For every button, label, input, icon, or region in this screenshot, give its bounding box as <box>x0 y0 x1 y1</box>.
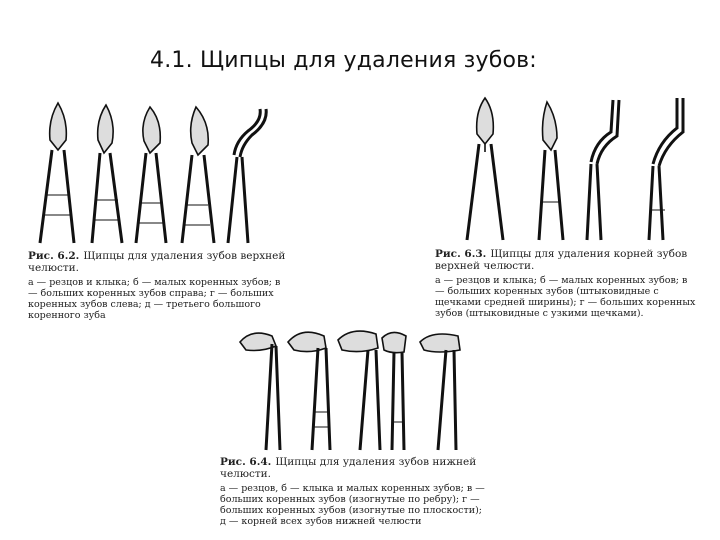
figure-caption-text: а — резцов и клыка; б — малых коренных зубов; в — больших коренных зубов (штыковидные с щечками средней ширины); г — больших коренных зубов (штыковидные с узкими щечками). <box>435 275 696 319</box>
figure-number: Рис. 6.2. <box>28 250 80 262</box>
forceps-v-molars-right <box>136 107 166 243</box>
figure-caption-title: Щипцы для удаления зубов верхней челюсти. <box>28 250 286 274</box>
forceps-figure-upper-teeth <box>28 95 278 245</box>
forceps-v-lower-molars-edge <box>338 331 380 450</box>
slide-title: 4.1. Щипцы для удаления зубов: <box>150 48 537 73</box>
forceps-b-root-premolars <box>539 102 563 240</box>
forceps-b-lower-premolars <box>288 332 330 450</box>
forceps-figure-lower-teeth <box>232 322 472 452</box>
forceps-b-premolars <box>92 105 122 243</box>
figure-caption <box>220 456 485 527</box>
forceps-a-incisors <box>40 103 74 243</box>
figure-caption-text: а — резцов и клыка; б — малых коренных зубов; в — больших коренных зубов справа; г — больших коренных зубов слева; д — третьего большого коренного зуба <box>28 277 281 321</box>
forceps-g-molars-left <box>182 107 214 243</box>
forceps-figure-upper-roots <box>455 92 695 242</box>
figure-caption-title: Щипцы для удаления зубов нижней челюсти. <box>220 456 477 480</box>
figure-caption-title: Щипцы для удаления корней зубов верхней челюсти. <box>435 248 688 272</box>
figure-caption <box>435 248 697 319</box>
forceps-a-lower-incisors <box>240 333 280 450</box>
figure-caption-text: а — резцов, б — клыка и малых коренных зубов; в — больших коренных зубов (изогнутые по ребру); г — больших коренных зубов (изогнутые по плоскости); д — корней всех зубов нижней челюсти <box>220 483 485 527</box>
forceps-v-root-bayonet-medium <box>587 100 619 240</box>
forceps-g-lower-molars-plane <box>382 332 406 450</box>
forceps-d-third-molar <box>228 109 266 243</box>
figure-caption <box>28 250 288 321</box>
forceps-g-root-bayonet-narrow <box>649 98 683 240</box>
forceps-a-root-incisors <box>467 98 503 240</box>
figure-number: Рис. 6.3. <box>435 248 487 260</box>
figure-number: Рис. 6.4. <box>220 456 272 468</box>
forceps-d-lower-roots <box>420 334 460 450</box>
